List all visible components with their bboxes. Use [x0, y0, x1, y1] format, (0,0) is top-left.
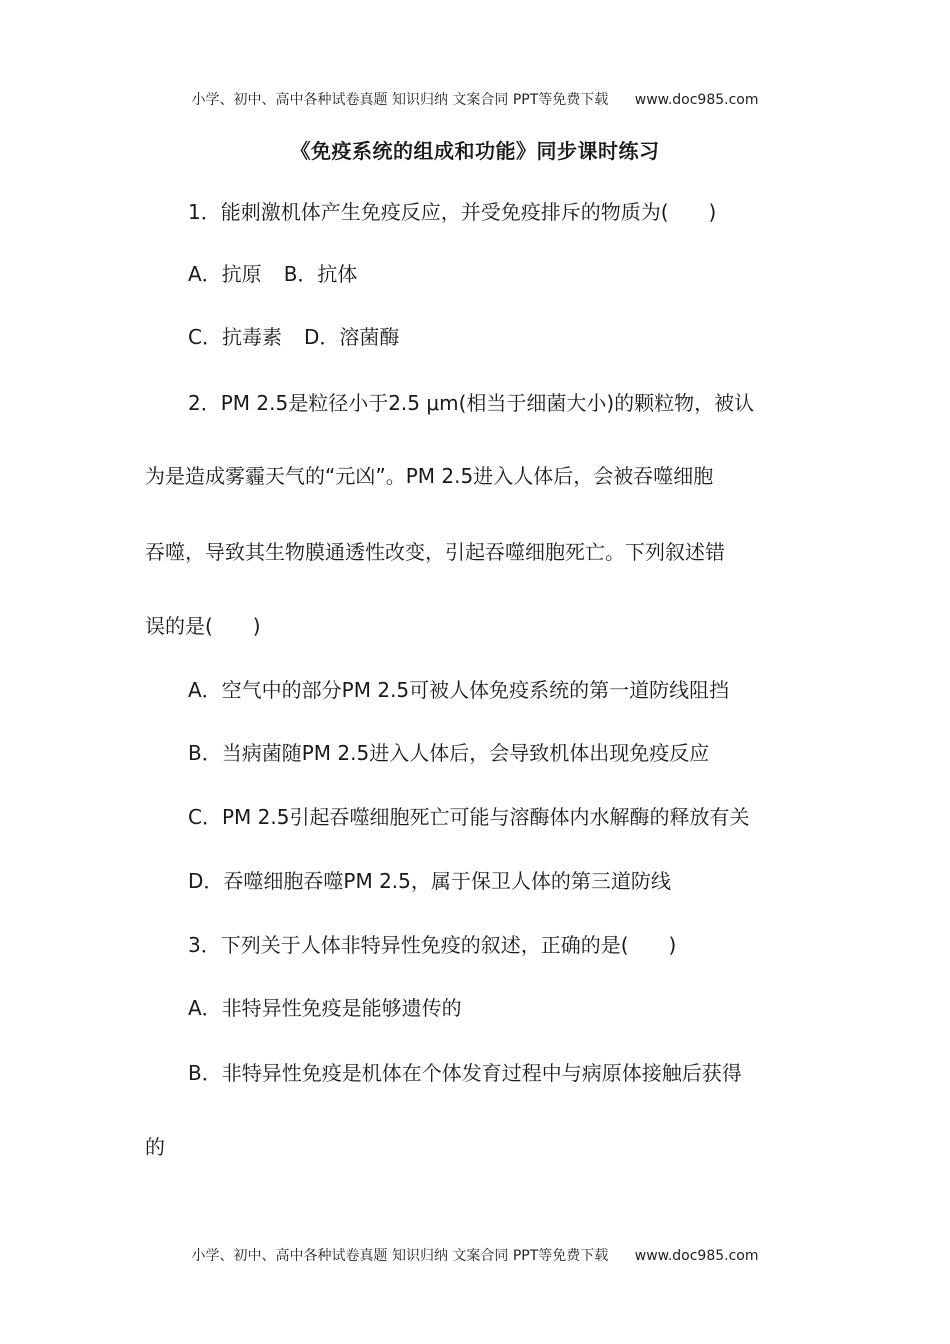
q1-options-row1 — [188, 261, 357, 287]
footer-text: 小学、初中、高中各种试卷真题 知识归纳 文案合同 PPT等免费下载 — [191, 1248, 609, 1264]
q1-stem: 1．能刺激机体产生免疫反应，并受免疫排斥的物质为( ) — [188, 200, 717, 224]
header-url: www.doc985.com — [634, 92, 759, 108]
q1-option-a: A．抗原 — [188, 262, 262, 286]
q2-stem-line3: 吞噬，导致其生物膜通透性改变，引起吞噬细胞死亡。下列叙述错 — [145, 540, 725, 564]
q2-option-b: B．当病菌随PM 2.5进入人体后，会导致机体出现免疫反应 — [188, 741, 710, 765]
q2-stem-line4: 误的是( ) — [145, 614, 261, 638]
q1-option-d: D．溶菌酶 — [303, 325, 400, 349]
q2-stem-line1: 2．PM 2.5是粒径小于2.5 μm(相当于细菌大小)的颗粒物，被认 — [188, 391, 755, 415]
q3-option-a: A．非特异性免疫是能够遗传的 — [188, 996, 462, 1020]
q2-option-c: C．PM 2.5引起吞噬细胞死亡可能与溶酶体内水解酶的释放有关 — [188, 805, 750, 829]
q3-stem: 3．下列关于人体非特异性免疫的叙述，正确的是( ) — [188, 933, 677, 957]
q3-option-b-line2: 的 — [145, 1135, 165, 1159]
q1-option-b: B．抗体 — [283, 262, 358, 286]
q2-option-a: A．空气中的部分PM 2.5可被人体免疫系统的第一道防线阻挡 — [188, 678, 730, 702]
q2-option-d: D．吞噬细胞吞噬PM 2.5，属于保卫人体的第三道防线 — [188, 869, 671, 893]
q1-option-c: C．抗毒素 — [188, 325, 282, 349]
document-title: 《免疫系统的组成和功能》同步课时练习 — [290, 139, 660, 163]
footer-url: www.doc985.com — [634, 1248, 759, 1264]
q1-options-row2 — [188, 324, 399, 350]
q3-option-b-line1: B．非特异性免疫是机体在个体发育过程中与病原体接触后获得 — [188, 1061, 742, 1085]
header-text: 小学、初中、高中各种试卷真题 知识归纳 文案合同 PPT等免费下载 — [191, 92, 609, 108]
q2-stem-line2: 为是造成雾霾天气的“元凶”。PM 2.5进入人体后，会被吞噬细胞 — [145, 464, 714, 488]
page-footer — [0, 1245, 950, 1265]
page-header — [0, 89, 950, 109]
